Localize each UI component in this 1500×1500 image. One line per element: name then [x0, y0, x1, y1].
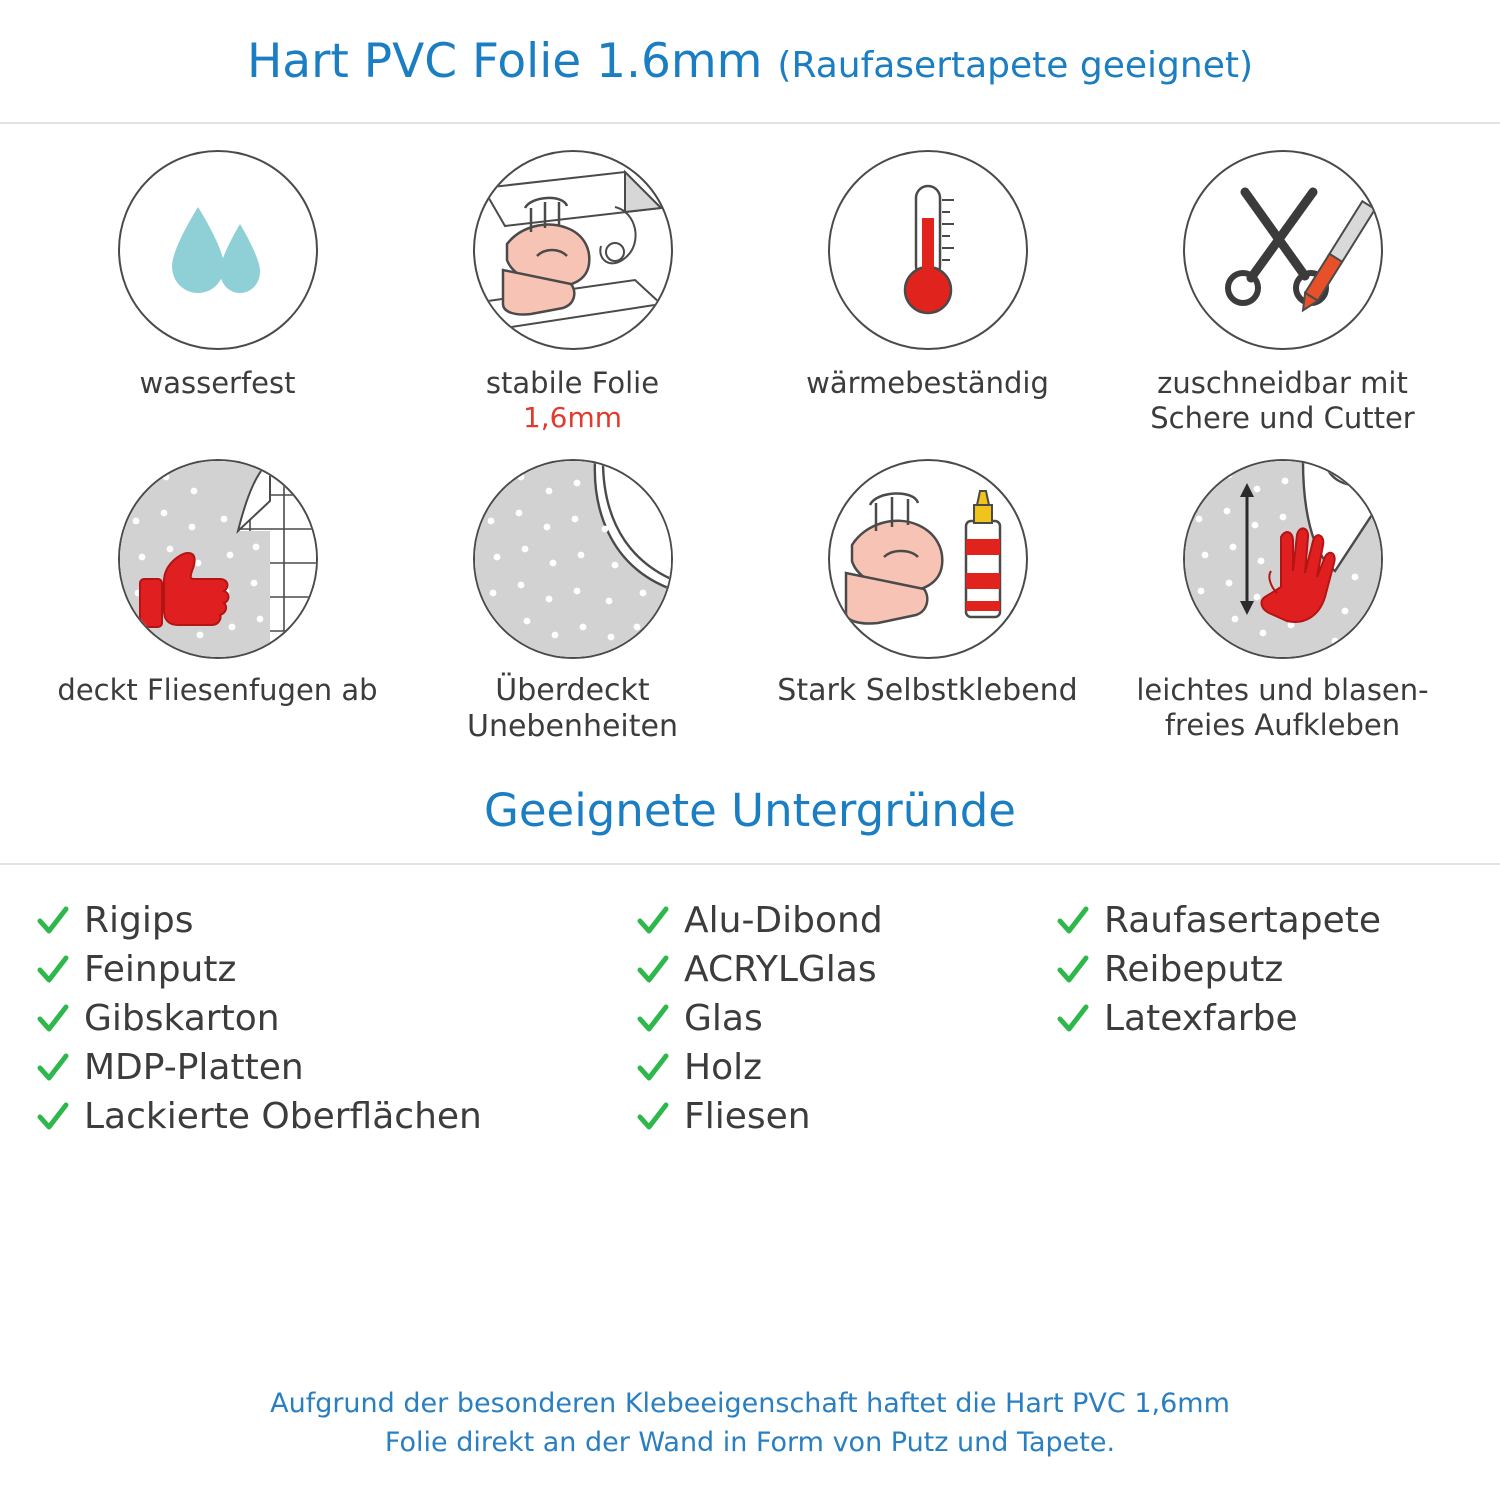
footer-note-line2: Folie direkt an der Wand in Form von Putz und Tapete. [384, 1426, 1116, 1458]
thermometer-icon [828, 150, 1028, 350]
water-drops-icon [118, 150, 318, 350]
arm-glue-tube-icon [828, 459, 1028, 659]
list-item [636, 948, 1056, 992]
feature-grid [0, 124, 1500, 746]
strong-film-arm-icon [473, 150, 673, 350]
check-icon [36, 904, 70, 938]
peeling-film-icon [473, 459, 673, 659]
check-icon [1056, 904, 1090, 938]
list-item-label: Glas [684, 997, 763, 1039]
feature-label: Stark Selbstklebend [777, 672, 1078, 708]
check-icon [1056, 953, 1090, 987]
feature-waermebestaendig [750, 150, 1105, 437]
feature-label: Überdeckt Unebenheiten [467, 672, 678, 745]
check-icon [636, 953, 670, 987]
list-item-label: Rigips [84, 899, 194, 941]
feature-label: wärmebeständig [806, 366, 1049, 400]
check-icon [636, 1051, 670, 1085]
list-item [36, 1095, 636, 1139]
check-icon [1056, 1002, 1090, 1036]
page-title-paren-close: ) [1238, 44, 1254, 86]
list-item [636, 899, 1056, 943]
feature-wasserfest [40, 150, 395, 437]
feature-unebenheiten [395, 459, 750, 746]
list-item [1056, 997, 1496, 1041]
substrate-column-3 [1056, 899, 1496, 1139]
feature-label: deckt Fliesenfugen ab [57, 672, 378, 707]
list-item [36, 1046, 636, 1090]
list-item-label: Reibeputz [1104, 948, 1284, 990]
list-item-label: Lackierte Oberflächen [84, 1095, 482, 1137]
list-item [636, 1095, 1056, 1139]
list-item-label: Alu-Dibond [684, 899, 883, 941]
feature-fliesenfugen [40, 459, 395, 746]
list-item-label: Raufasertapete [1104, 899, 1381, 941]
feature-label: wasserfest [139, 366, 296, 400]
list-item [36, 899, 636, 943]
page-title-paren-text: Raufasertapete geeignet [791, 44, 1239, 86]
list-item [36, 948, 636, 992]
feature-zuschneidbar [1105, 150, 1460, 437]
page-title-paren-open: ( [777, 44, 792, 86]
check-icon [36, 1051, 70, 1085]
list-item-label: Feinputz [84, 948, 237, 990]
section-title: Geeignete Untergründe [483, 783, 1016, 837]
check-icon [36, 953, 70, 987]
check-icon [36, 1002, 70, 1036]
substrate-column-1 [36, 899, 636, 1139]
feature-stabile-folie [395, 150, 750, 437]
list-item-label: Fliesen [684, 1095, 811, 1137]
feature-label: leichtes und blasen- freies Aufkleben [1136, 672, 1429, 743]
hand-smoothing-icon [1183, 459, 1383, 659]
list-item-label: Gibskarton [84, 997, 280, 1039]
list-item [1056, 899, 1496, 943]
feature-sublabel: 1,6mm [522, 401, 623, 435]
list-item [636, 1046, 1056, 1090]
list-item-label: Latexfarbe [1104, 997, 1298, 1039]
list-item-label: Holz [684, 1046, 762, 1088]
list-item [636, 997, 1056, 1041]
scissors-cutter-icon [1183, 150, 1383, 350]
substrate-column-2 [636, 899, 1056, 1139]
check-icon [36, 1100, 70, 1134]
page-header [0, 0, 1500, 124]
feature-selbstklebend [750, 459, 1105, 746]
feature-aufkleben [1105, 459, 1460, 746]
list-item-label: ACRYLGlas [684, 948, 877, 990]
thumbs-up-tile-joints-icon [118, 459, 318, 659]
feature-label: stabile Folie [485, 366, 660, 400]
footer-note [0, 1384, 1500, 1462]
feature-label: zuschneidbar mit Schere und Cutter [1150, 366, 1415, 436]
page-title [247, 34, 1253, 89]
list-item [1056, 948, 1496, 992]
list-item-label: MDP-Platten [84, 1046, 304, 1088]
footer-note-line1: Aufgrund der besonderen Klebeeigenschaft haftet die Hart PVC 1,6mm [270, 1387, 1230, 1419]
check-icon [636, 904, 670, 938]
check-icon [636, 1100, 670, 1134]
list-item [36, 997, 636, 1041]
substrate-list [0, 865, 1500, 1139]
check-icon [636, 1002, 670, 1036]
page-title-main: Hart PVC Folie 1.6mm [246, 33, 763, 89]
section-header [0, 784, 1500, 865]
